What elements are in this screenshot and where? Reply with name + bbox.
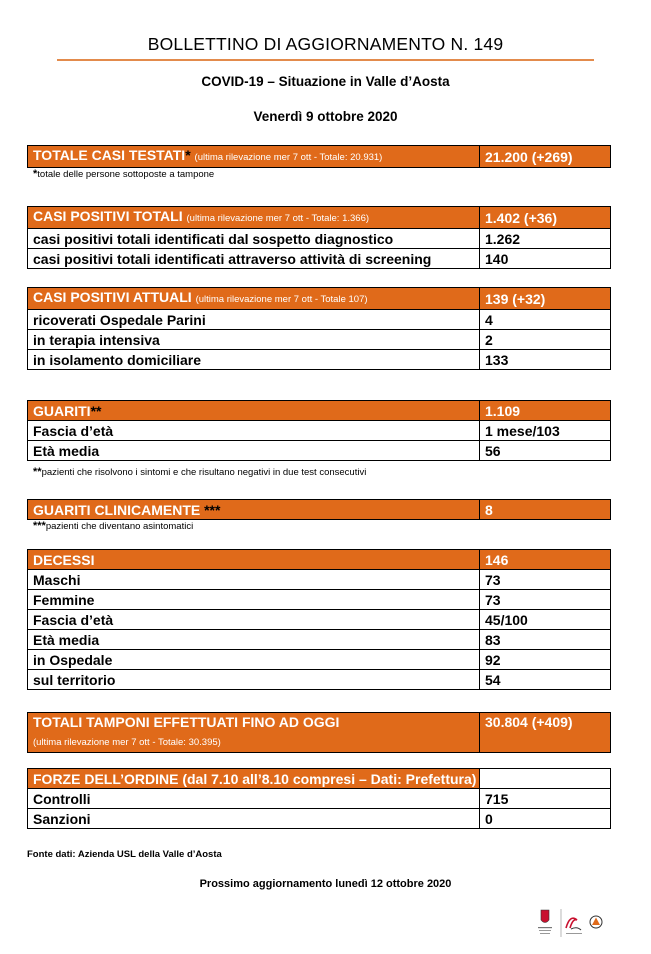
row-label: ricoverati Ospedale Parini	[28, 310, 480, 330]
bulletin-date: Venerdì 9 ottobre 2020	[253, 109, 398, 124]
row-value: 54	[480, 670, 611, 690]
row-label: Sanzioni	[28, 809, 480, 829]
header-row	[28, 713, 611, 753]
row-label: casi positivi totali identificati attraverso attività di screening	[28, 249, 480, 269]
table-row	[28, 350, 611, 370]
table-row	[28, 789, 611, 809]
row-label: Controlli	[28, 789, 480, 809]
header-label: TOTALI TAMPONI EFFETTUATI FINO AD OGGI	[33, 714, 340, 730]
civil-protection-icon	[590, 916, 602, 928]
header-value: 1.402 (+36)	[480, 207, 611, 229]
next-update: Prossimo aggiornamento lunedì 12 ottobre 2020	[199, 878, 452, 890]
row-label: Età media	[28, 630, 480, 650]
asterisk-marker: ***	[204, 501, 221, 518]
table-row	[28, 421, 611, 441]
row-value: 73	[480, 590, 611, 610]
title-divider	[57, 59, 594, 61]
footnote-text: pazienti che risolvono i sintomi e che risultano negativi in due test consecutivi	[41, 467, 367, 478]
header-label: FORZE DELL’ORDINE (dal 7.10 all’8.10 compresi – Dati: Prefettura)	[28, 769, 480, 789]
header-value: 1.109	[480, 401, 611, 421]
table-row	[28, 570, 611, 590]
header-value: 30.804 (+409)	[480, 713, 611, 753]
footnote-marker: **	[33, 466, 42, 478]
row-value: 715	[480, 789, 611, 809]
table-row	[28, 670, 611, 690]
table-row	[28, 590, 611, 610]
row-value: 4	[480, 310, 611, 330]
bulletin-title: BOLLETTINO DI AGGIORNAMENTO N. 149	[147, 34, 504, 54]
header-row	[28, 401, 611, 421]
row-value: 2	[480, 330, 611, 350]
footnote-marker: ***	[33, 520, 46, 532]
header-label-cell	[28, 500, 480, 520]
header-note: (ultima rilevazione mer 7 ott - Totale: 1.366)	[186, 213, 370, 224]
row-value: 83	[480, 630, 611, 650]
header-row	[28, 207, 611, 229]
row-label: Maschi	[28, 570, 480, 590]
asterisk-marker: **	[90, 402, 102, 419]
data-source: Fonte dati: Azienda USL della Valle d’Aosta	[27, 849, 222, 860]
table-row	[28, 249, 611, 269]
header-note: (ultima rilevazione mer 7 ott - Totale 107)	[195, 294, 368, 305]
row-label: casi positivi totali identificati dal sospetto diagnostico	[28, 229, 480, 249]
row-value: 73	[480, 570, 611, 590]
row-value: 1 mese/103	[480, 421, 611, 441]
row-value: 45/100	[480, 610, 611, 630]
table-tamponi	[27, 712, 611, 753]
row-label: in Ospedale	[28, 650, 480, 670]
header-note: (ultima rilevazione mer 7 ott - Totale: 20.931)	[194, 152, 383, 163]
asterisk-marker: *	[185, 147, 191, 163]
table-guariti-clinicamente	[27, 499, 611, 520]
footnote-testati	[33, 168, 214, 180]
row-value: 133	[480, 350, 611, 370]
table-decessi	[27, 549, 611, 690]
row-label: Età media	[28, 441, 480, 461]
row-label: Fascia d’età	[28, 421, 480, 441]
header-label-cell	[28, 207, 480, 229]
header-value: 139 (+32)	[480, 288, 611, 310]
header-value: 146	[480, 550, 611, 570]
header-note: (ultima rilevazione mer 7 ott - Totale: 30.395)	[33, 737, 221, 748]
table-forze-ordine	[27, 768, 611, 829]
header-row	[28, 550, 611, 570]
table-positivi-totali	[27, 206, 611, 269]
header-label-cell	[28, 146, 480, 168]
header-row	[28, 769, 611, 789]
institution-logos	[535, 906, 607, 940]
header-label: CASI POSITIVI TOTALI	[33, 208, 183, 224]
row-label: sul territorio	[28, 670, 480, 690]
header-row	[28, 288, 611, 310]
row-value: 56	[480, 441, 611, 461]
table-row	[28, 630, 611, 650]
footnote-guariti-clinicamente	[33, 520, 193, 532]
header-label: TOTALE CASI TESTATI	[33, 147, 186, 163]
table-guariti	[27, 400, 611, 461]
header-label-cell	[28, 288, 480, 310]
header-label: CASI POSITIVI ATTUALI	[33, 289, 192, 305]
footnote-text: pazienti che diventano asintomatici	[45, 521, 194, 532]
header-row	[28, 146, 611, 168]
row-value: 0	[480, 809, 611, 829]
table-row	[28, 441, 611, 461]
table-casi-testati	[27, 145, 611, 168]
table-row	[28, 330, 611, 350]
row-value: 92	[480, 650, 611, 670]
footnote-text: totale delle persone sottoposte a tampone	[37, 169, 215, 180]
row-value: 140	[480, 249, 611, 269]
footnote-marker: *	[33, 168, 38, 180]
table-row	[28, 310, 611, 330]
table-positivi-attuali	[27, 287, 611, 370]
region-crest-icon	[538, 910, 552, 934]
row-label: in isolamento domiciliare	[28, 350, 480, 370]
row-value: 1.262	[480, 229, 611, 249]
bulletin-subtitle: COVID-19 – Situazione in Valle d’Aosta	[201, 74, 450, 89]
header-label-cell	[28, 713, 480, 753]
header-label: DECESSI	[28, 550, 480, 570]
footnote-guariti	[33, 466, 366, 478]
table-row	[28, 809, 611, 829]
table-row	[28, 650, 611, 670]
table-row	[28, 610, 611, 630]
row-label: Femmine	[28, 590, 480, 610]
row-label: in terapia intensiva	[28, 330, 480, 350]
usl-logo-icon	[566, 918, 582, 934]
header-label: GUARITI	[33, 402, 91, 419]
row-label: Fascia d’età	[28, 610, 480, 630]
header-value-empty	[480, 769, 611, 789]
table-row	[28, 229, 611, 249]
header-value: 8	[480, 500, 611, 520]
header-row	[28, 500, 611, 520]
header-value: 21.200 (+269)	[480, 146, 611, 168]
header-label: GUARITI CLINICAMENTE	[33, 501, 201, 518]
header-label-cell	[28, 401, 480, 421]
